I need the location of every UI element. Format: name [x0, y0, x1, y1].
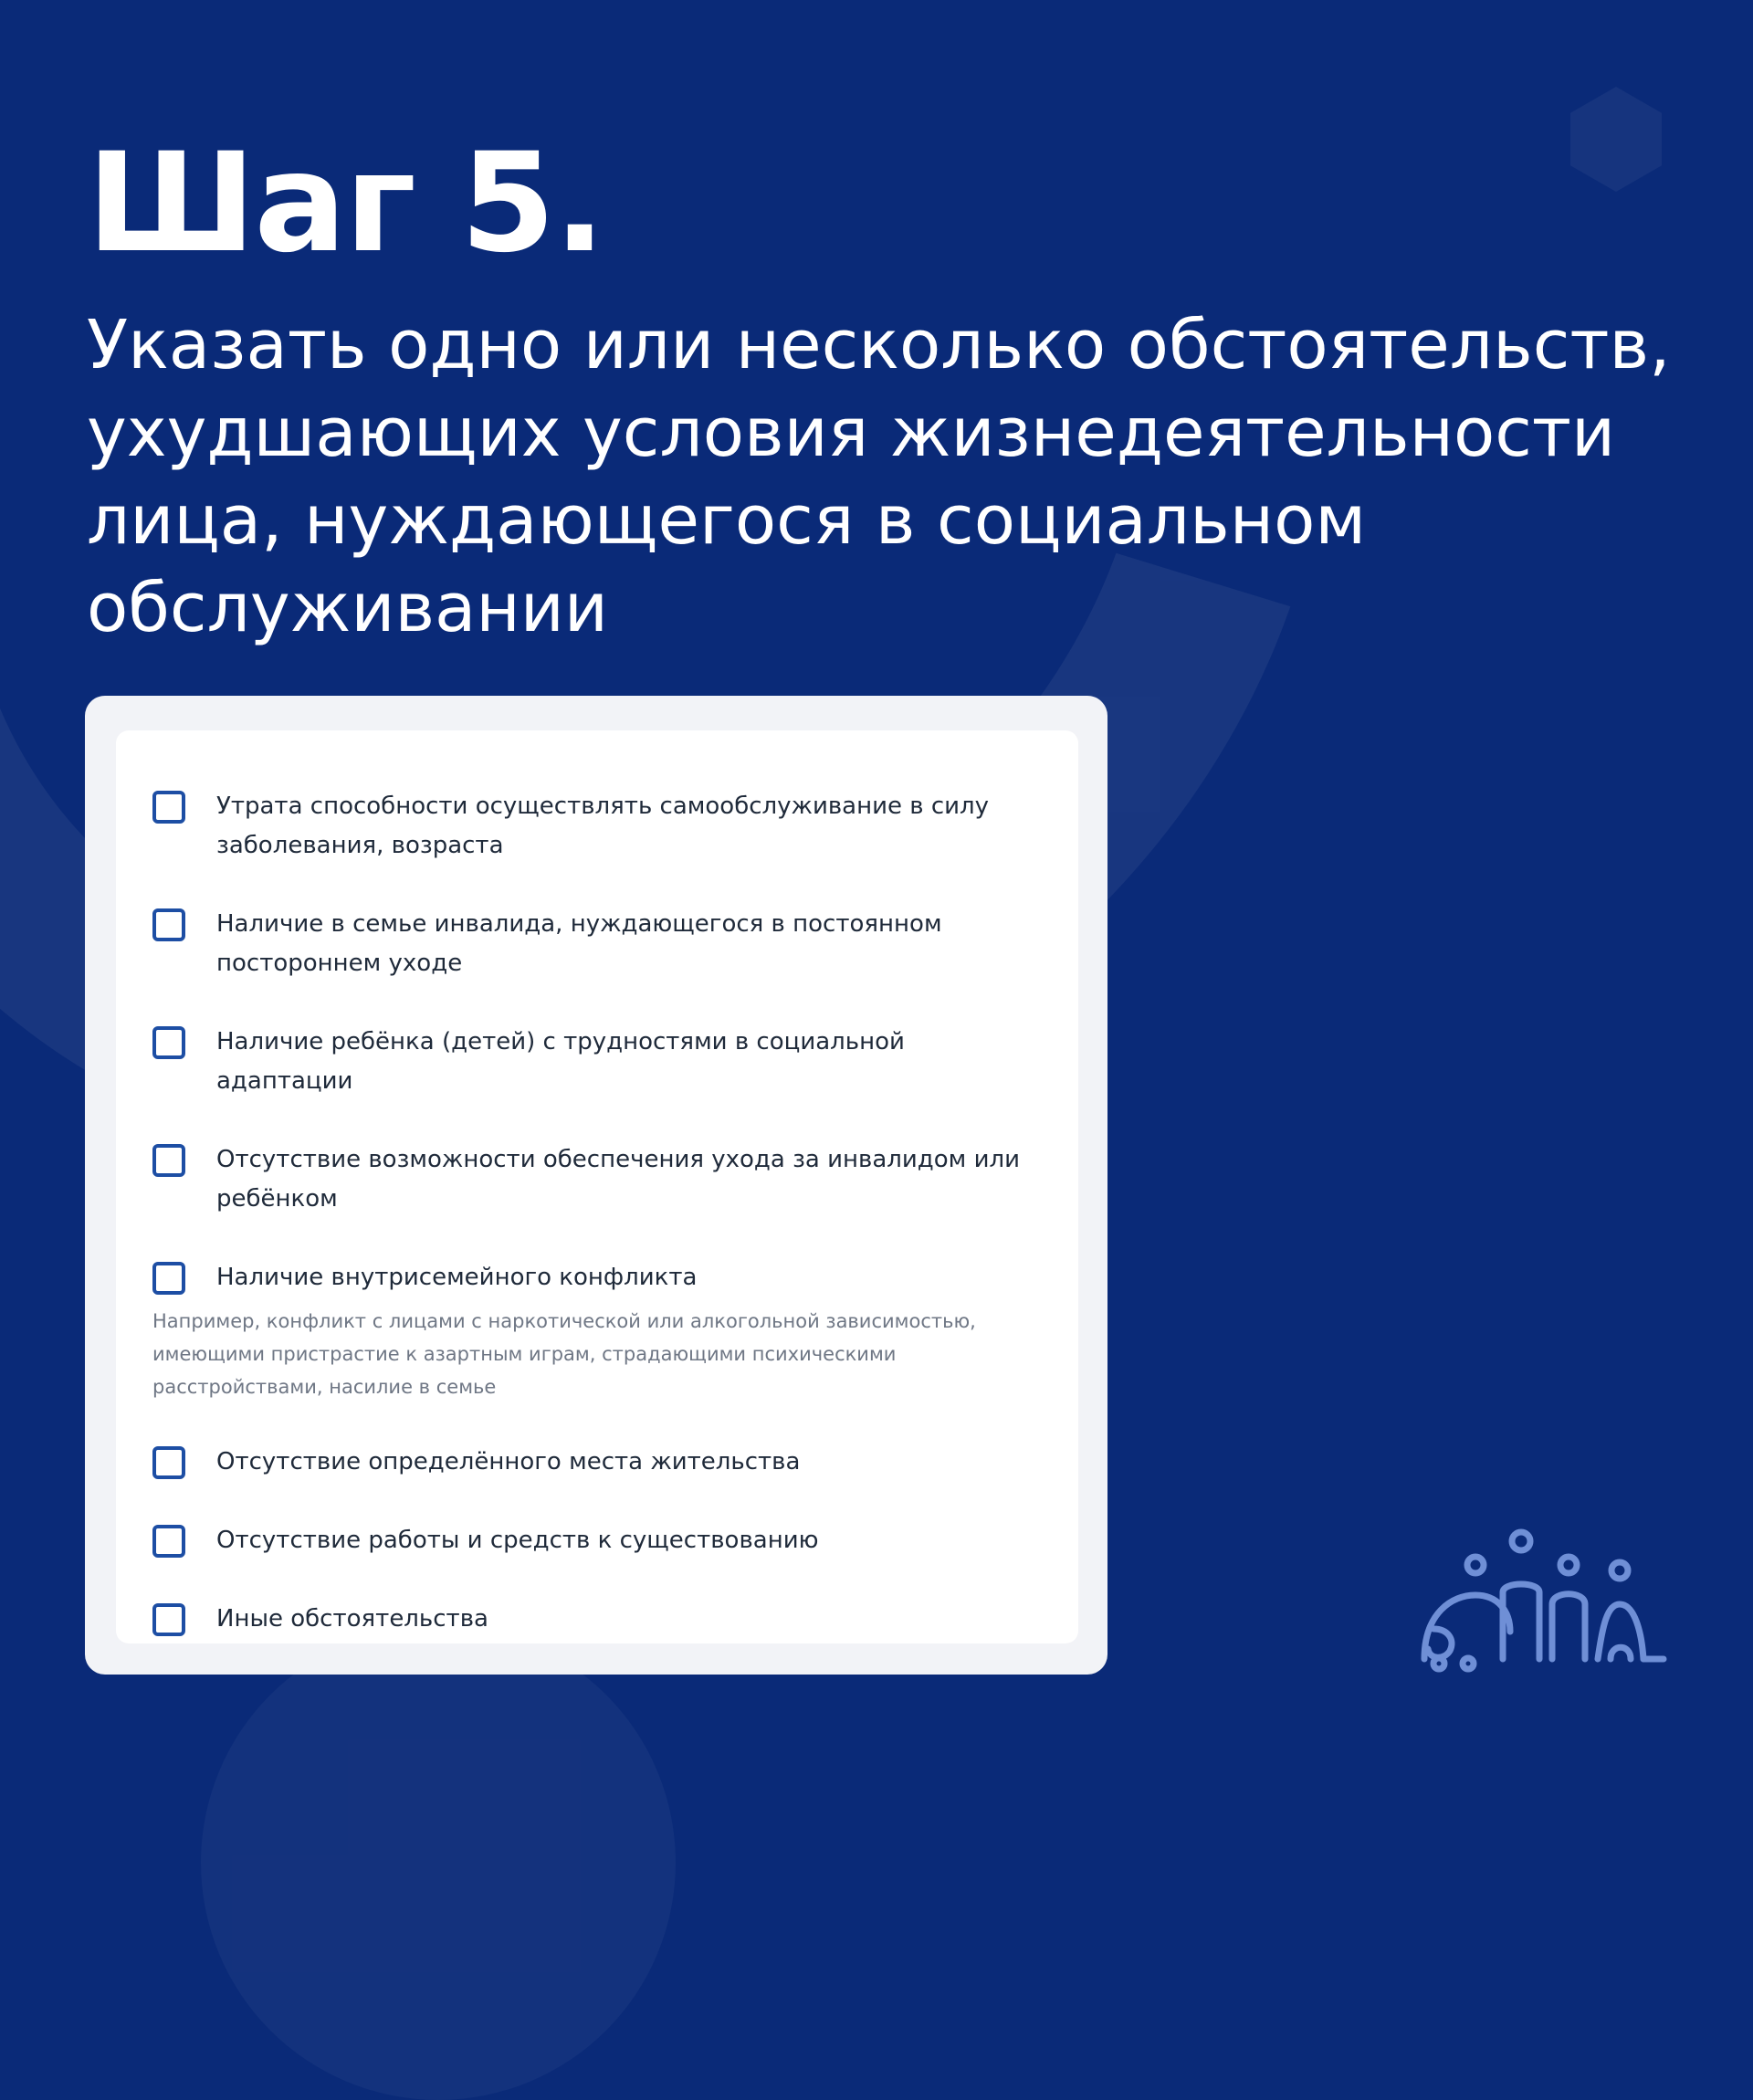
form-card — [85, 696, 1107, 1675]
option-label: Отсутствие возможности обеспечения ухода за инвалидом или ребёнком — [216, 1146, 1020, 1213]
step-subtitle: Указать одно или несколько обстоятельств, ухудшающих условия жизнедеятельности лица, нуждающегося в социальном обслуживании — [87, 306, 1671, 647]
option-label: Наличие ребёнка (детей) с трудностями в социальной адаптации — [216, 1028, 905, 1095]
option-label: Наличие в семье инвалида, нуждающегося в постоянном постороннем уходе — [216, 910, 942, 977]
option-other[interactable] — [152, 1600, 1042, 1639]
option-hint: Например, конфликт с лицами с наркотической или алкогольной зависимостью, имеющими пристрастие к азартным играм, страдающими психическими расстройствами, насилие в семье — [152, 1310, 976, 1398]
option-label: Отсутствие определённого места жительства — [216, 1448, 801, 1475]
checkbox[interactable] — [152, 908, 185, 941]
checkbox[interactable] — [152, 1262, 185, 1295]
background-hexagon — [1570, 87, 1662, 192]
checkbox[interactable] — [152, 1603, 185, 1636]
option-disabled-family-member[interactable] — [152, 905, 1042, 983]
checkbox[interactable] — [152, 1446, 185, 1479]
option-no-care-possibility[interactable] — [152, 1140, 1042, 1219]
option-label: Наличие внутрисемейного конфликта — [216, 1264, 698, 1291]
checkbox-list — [116, 730, 1078, 1643]
family-logo-icon — [1415, 1527, 1671, 1673]
option-self-care-loss[interactable] — [152, 787, 1042, 866]
checkbox[interactable] — [152, 1026, 185, 1059]
checkbox[interactable] — [152, 1525, 185, 1558]
option-label: Отсутствие работы и средств к существованию — [216, 1527, 819, 1554]
option-label: Иные обстоятельства — [216, 1605, 488, 1633]
background-circle — [201, 1625, 676, 2100]
option-child-adaptation[interactable] — [152, 1023, 1042, 1101]
option-label: Утрата способности осуществлять самообслуживание в силу заболевания, возраста — [216, 793, 990, 859]
option-no-work[interactable] — [152, 1521, 1042, 1560]
step-title: Шаг 5. — [87, 124, 604, 283]
option-family-conflict[interactable] — [152, 1258, 1042, 1297]
checkbox[interactable] — [152, 791, 185, 824]
checkbox[interactable] — [152, 1144, 185, 1177]
option-no-residence[interactable] — [152, 1443, 1042, 1482]
